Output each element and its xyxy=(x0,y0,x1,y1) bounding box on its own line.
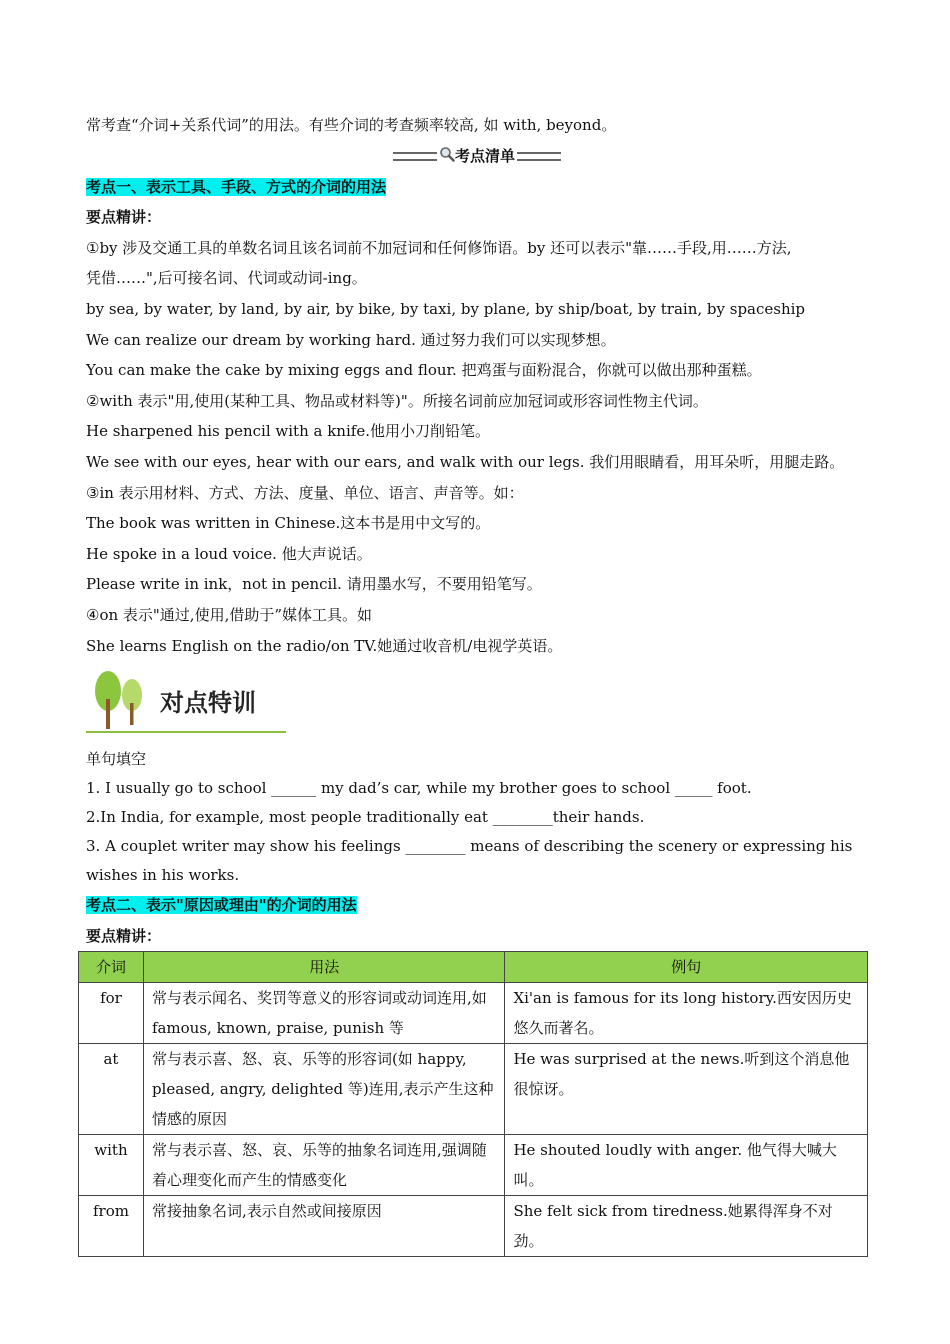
section1-line: ①by 涉及交通工具的单数名词且该名词前不加冠词和任何修饰语。by 还可以表示"靠……手段,用……方法, xyxy=(86,238,792,257)
section1-line: We can realize our dream by working hard. 通过努力我们可以实现梦想。 xyxy=(86,330,616,349)
exercise-question-3: 3. A couplet writer may show his feelings ________ means of describing the scenery or expressing his wishes in his works. xyxy=(86,837,853,885)
section1-heading: 考点一、表示工具、手段、方式的介词的用法 xyxy=(86,177,387,196)
section-title xyxy=(86,141,868,172)
header-preposition: 介词 xyxy=(79,952,144,983)
prepositions-table xyxy=(78,951,868,1257)
section1-line: ④on 表示"通过,使用,借助于”媒体工具。如 xyxy=(86,605,373,624)
section2-subheading: 要点精讲： xyxy=(86,926,162,945)
section1-line: The book was written in Chinese.这本书是用中文写的。 xyxy=(86,514,491,533)
table-header-row xyxy=(79,952,868,983)
cell-usage: 常与表示喜、怒、哀、乐等的抽象名词连用,强调随着心理变化而产生的情感变化 xyxy=(143,1135,505,1196)
cell-usage: 常与表示闻名、奖罚等意义的形容词或动词连用,如 famous, known, praise, punish 等 xyxy=(143,983,505,1044)
section1-line: You can make the cake by mixing eggs and flour. 把鸡蛋与面粉混合，你就可以做出那种蛋糕。 xyxy=(86,361,762,380)
section1-line: We see with our eyes, hear with our ears, and walk with our legs. 我们用眼睛看，用耳朵听，用腿走路。 xyxy=(86,452,845,471)
cell-example: She felt sick from tiredness.她累得浑身不对劲。 xyxy=(505,1196,868,1257)
header-example: 例句 xyxy=(505,952,868,983)
table-row xyxy=(79,1044,868,1135)
banner-underline xyxy=(86,731,286,733)
cell-preposition: for xyxy=(79,983,144,1044)
cell-usage: 常接抽象名词,表示自然或间接原因 xyxy=(143,1196,505,1257)
decor-rule-left xyxy=(393,152,437,161)
section-title-text: 考点清单 xyxy=(454,146,515,165)
section1-line: 凭借……",后可接名词、代词或动词-ing。 xyxy=(86,269,367,288)
magnifier-icon xyxy=(439,142,455,172)
section1-line: by sea, by water, by land, by air, by bike, by taxi, by plane, by ship/boat, by train, by spaceship xyxy=(86,299,806,318)
section1-line: He sharpened his pencil with a knife.他用小刀削铅笔。 xyxy=(86,422,490,441)
cell-example: He was surprised at the news.听到这个消息他很惊讶。 xyxy=(505,1044,868,1135)
section1-line: Please write in ink，not in pencil. 请用墨水写，不要用铅笔写。 xyxy=(86,575,542,594)
section1-line: She learns English on the radio/on TV.她通过收音机/电视学英语。 xyxy=(86,636,563,655)
table-row xyxy=(79,1196,868,1257)
section1-line: ②with 表示"用,使用(某种工具、物品或材料等)"。所接名词前应加冠词或形容词性物主代词。 xyxy=(86,391,708,410)
exercise-title: 单句填空 xyxy=(86,750,147,769)
section2-heading: 考点二、表示"原因或理由"的介词的用法 xyxy=(86,896,357,915)
cell-preposition: from xyxy=(79,1196,144,1257)
tree-icon xyxy=(88,669,154,731)
cell-usage: 常与表示喜、怒、哀、乐等的形容词(如 happy, pleased, angry, delighted 等)连用,表示产生这种情感的原因 xyxy=(143,1044,505,1135)
section1-subheading: 要点精讲： xyxy=(86,208,162,227)
table-row xyxy=(79,983,868,1044)
document-page xyxy=(86,110,868,1257)
cell-preposition: with xyxy=(79,1135,144,1196)
cell-preposition: at xyxy=(79,1044,144,1135)
cell-example: Xi'an is famous for its long history.西安因历史悠久而著名。 xyxy=(505,983,868,1044)
decor-rule-right xyxy=(517,152,561,161)
intro-text: 常考查“介词+关系代词”的用法。有些介词的考查频率较高, 如 with, beyond。 xyxy=(86,116,617,134)
banner-title: 对点特训 xyxy=(160,689,256,718)
exercise-question-1: 1. I usually go to school ______ my dad’s car, while my brother goes to school _____ foot. xyxy=(86,779,752,798)
section1-line: He spoke in a loud voice. 他大声说话。 xyxy=(86,544,372,563)
practice-banner xyxy=(86,669,868,739)
exercise-question-2: 2.In India, for example, most people traditionally eat ________their hands. xyxy=(86,808,645,827)
table-row xyxy=(79,1135,868,1196)
section1-line: ③in 表示用材料、方式、方法、度量、单位、语言、声音等。如： xyxy=(86,483,524,502)
header-usage: 用法 xyxy=(143,952,505,983)
cell-example: He shouted loudly with anger. 他气得大喊大叫。 xyxy=(505,1135,868,1196)
